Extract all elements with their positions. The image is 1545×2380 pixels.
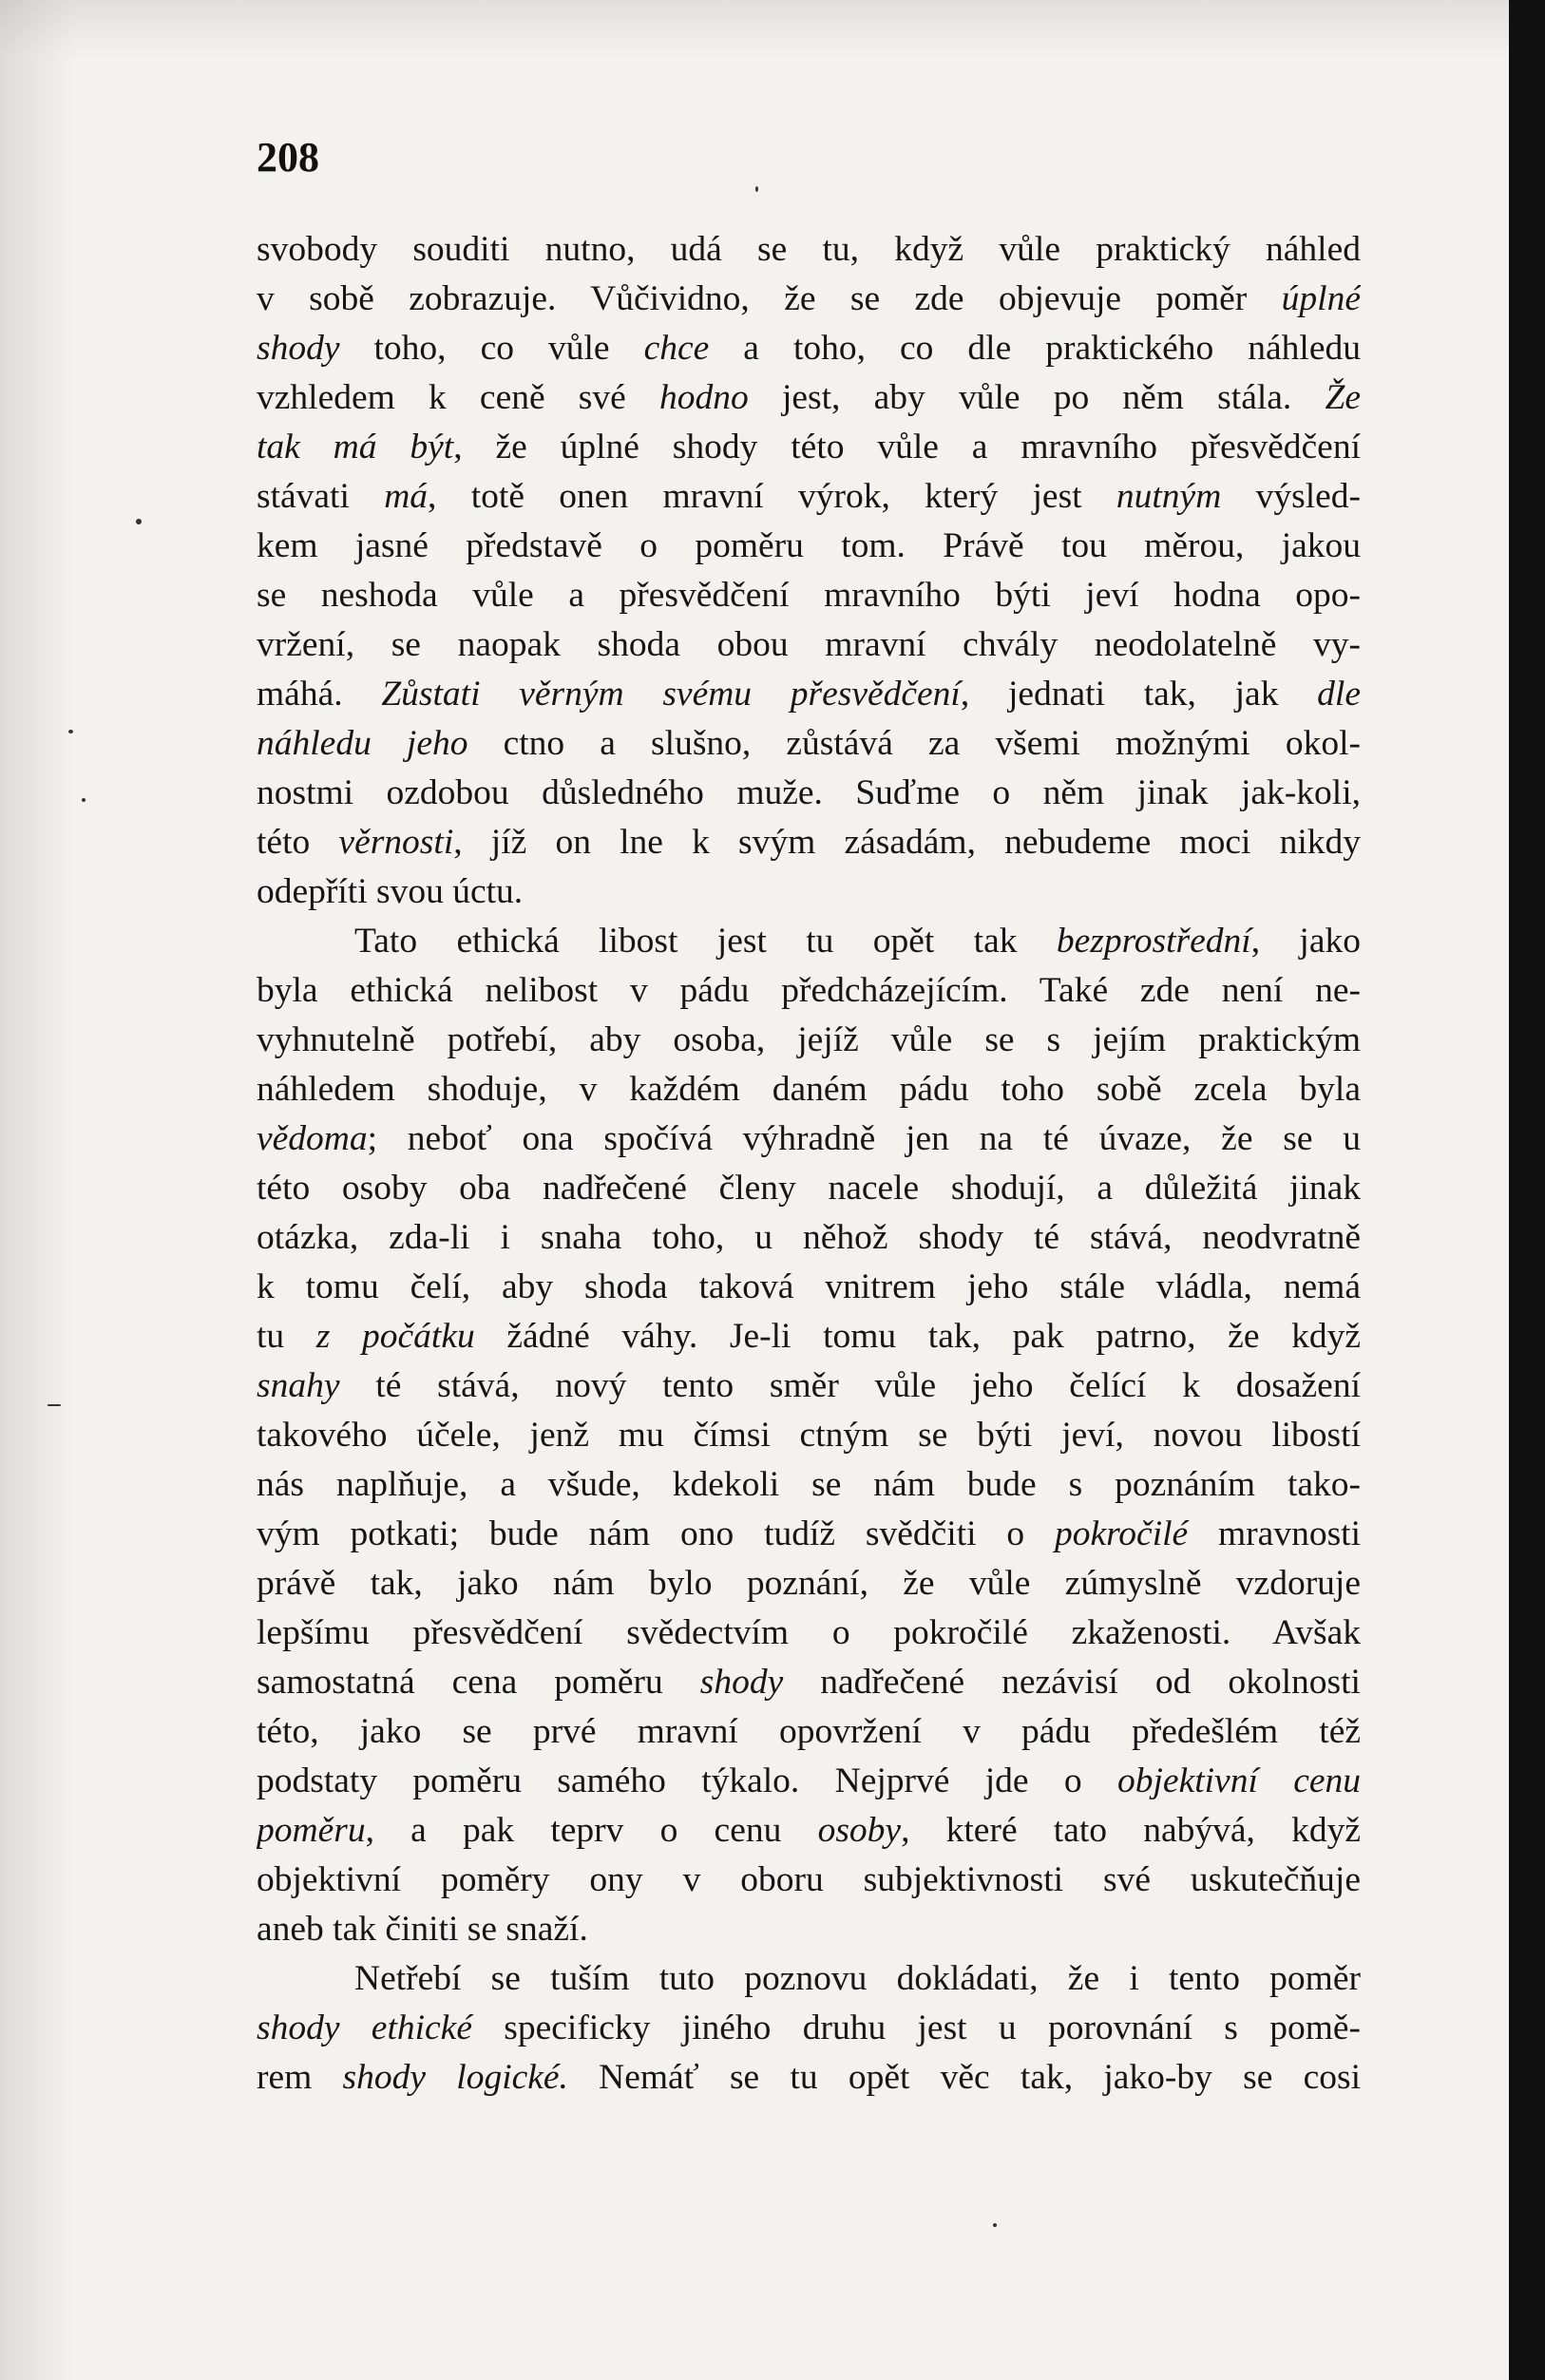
text-line xyxy=(257,225,1361,275)
scan-speck xyxy=(993,2223,997,2227)
italic-text: poměru xyxy=(257,1811,366,1850)
text-segment: vyhnutelně potřebí, aby osoba, jejíž vůle se s jejím praktickým xyxy=(257,1020,1361,1059)
text-segment: mravnosti xyxy=(1188,1514,1361,1553)
text-line xyxy=(257,769,1361,818)
text-segment: , a pak teprv o cenu xyxy=(365,1811,818,1850)
text-segment: toho, co vůle xyxy=(339,329,644,368)
italic-text: má xyxy=(384,477,429,516)
italic-text: objektivní cenu xyxy=(1117,1761,1361,1800)
text-line xyxy=(257,472,1361,522)
text-segment: k tomu čelí, aby shoda taková vnitrem jeho stále vládla, nemá xyxy=(257,1267,1361,1306)
text-line xyxy=(257,1658,1361,1707)
text-segment: vzhledem k ceně své xyxy=(257,378,659,417)
text-segment: Nemáť se tu opět věc tak, jako-by se cosi xyxy=(567,2058,1361,2097)
scan-shadow xyxy=(0,0,76,2380)
text-line xyxy=(257,1411,1361,1460)
italic-text: shody ethické xyxy=(257,2009,472,2047)
text-line xyxy=(257,966,1361,1016)
text-line xyxy=(257,670,1361,719)
text-line xyxy=(257,867,1361,917)
text-segment: otázka, zda-li i snaha toho, u něhož shody té stává, neodvratně xyxy=(257,1218,1361,1257)
text-segment: tu xyxy=(257,1317,316,1356)
text-segment: aneb tak činiti se snaží. xyxy=(257,1910,588,1949)
text-segment: jest, aby vůle po něm stála. xyxy=(748,378,1326,417)
page-number: 208 xyxy=(257,134,319,181)
text-segment: byla ethická nelibost v pádu předcházejícím. Také zde není ne- xyxy=(257,971,1361,1010)
italic-text: Zůstati věrným svému přesvědčení xyxy=(381,675,961,714)
italic-text: shody xyxy=(699,1663,784,1702)
scan-speck xyxy=(136,519,142,524)
italic-text: dle xyxy=(1317,675,1361,714)
scan-speck xyxy=(82,798,86,802)
text-segment: , že úplné shody této vůle a mravního přesvědčení xyxy=(453,428,1361,466)
text-segment: , totě onen mravní výrok, který jest xyxy=(428,477,1116,516)
text-segment: rem xyxy=(257,2058,343,2097)
text-segment: samostatná cena poměru xyxy=(257,1663,700,1702)
text-segment: se neshoda vůle a přesvědčení mravního býti jeví hodna opo- xyxy=(257,576,1361,615)
text-line xyxy=(257,1016,1361,1065)
italic-text: úplné xyxy=(1281,279,1361,318)
italic-text: snahy xyxy=(257,1366,340,1405)
text-segment: vým potkati; bude nám ono tudíž svědčiti o xyxy=(257,1514,1055,1553)
text-line xyxy=(257,818,1361,867)
text-segment: , jako xyxy=(1250,922,1361,961)
text-line xyxy=(257,2004,1361,2053)
text-line xyxy=(257,1312,1361,1361)
text-line xyxy=(257,373,1361,423)
scan-speck xyxy=(48,1404,61,1406)
text-line xyxy=(257,719,1361,769)
text-line xyxy=(257,1806,1361,1856)
scan-speck xyxy=(755,186,758,192)
text-segment: nadřečené nezávisí od okolnosti xyxy=(783,1663,1361,1702)
text-line xyxy=(257,1510,1361,1559)
text-line xyxy=(257,1361,1361,1411)
text-line xyxy=(257,1757,1361,1806)
text-segment: a toho, co dle praktického náhledu xyxy=(709,329,1361,368)
text-segment: vržení, se naopak shoda obou mravní chvály neodolatelně vy- xyxy=(257,625,1361,664)
text-line xyxy=(257,917,1361,966)
text-segment: ctno a slušno, zůstává za všemi možnými okol- xyxy=(467,724,1361,763)
italic-text: hodno xyxy=(659,378,749,417)
text-line xyxy=(257,1856,1361,1905)
text-line xyxy=(257,423,1361,472)
text-line xyxy=(257,522,1361,571)
text-line xyxy=(257,1707,1361,1757)
text-line xyxy=(257,1460,1361,1510)
text-segment: , které tato nabývá, když xyxy=(901,1811,1361,1850)
text-segment: nostmi ozdobou důsledného muže. Suďme o něm jinak jak-koli, xyxy=(257,773,1361,812)
text-segment: té stává, nový tento směr vůle jeho čelící k dosažení xyxy=(339,1366,1361,1405)
text-segment: stávati xyxy=(257,477,385,516)
text-line xyxy=(257,2053,1361,2103)
text-segment: , jíž on lne k svým zásadám, nebudeme moci nikdy xyxy=(453,823,1361,862)
text-segment: specificky jiného druhu jest u porovnání s pomě- xyxy=(471,2009,1361,2047)
text-line xyxy=(257,1065,1361,1114)
text-line xyxy=(257,571,1361,620)
text-segment: této, jako se prvé mravní opovržení v pádu předešlém též xyxy=(257,1712,1361,1751)
body-text xyxy=(257,225,1361,2103)
scan-shadow xyxy=(0,0,1509,57)
italic-text: tak má být xyxy=(257,428,454,466)
italic-text: z počátku xyxy=(315,1317,475,1356)
text-line xyxy=(257,1213,1361,1263)
text-segment: Tato ethická libost jest tu opět tak xyxy=(354,922,1057,961)
text-line xyxy=(257,620,1361,670)
text-segment: žádné váhy. Je-li tomu tak, pak patrno, že když xyxy=(474,1317,1361,1356)
text-line xyxy=(257,275,1361,324)
text-segment: , jednati tak, jak xyxy=(960,675,1318,714)
text-line xyxy=(257,1559,1361,1609)
text-line xyxy=(257,1114,1361,1164)
text-segment: právě tak, jako nám bylo poznání, že vůle zúmyslně vzdoruje xyxy=(257,1564,1361,1603)
text-segment: odepříti svou úctu. xyxy=(257,872,524,911)
text-segment: náhledem shoduje, v každém daném pádu toho sobě zcela byla xyxy=(257,1070,1361,1109)
text-segment: ; neboť ona spočívá výhradně jen na té úvaze, že se u xyxy=(367,1119,1361,1158)
italic-text: věrnosti xyxy=(338,823,454,862)
italic-text: shody logické. xyxy=(342,2058,568,2097)
text-segment: nás naplňuje, a všude, kdekoli se nám bude s poznáním tako- xyxy=(257,1465,1361,1504)
italic-text: Že xyxy=(1325,378,1361,417)
text-segment: takového účele, jenž mu čímsi ctným se býti jeví, novou libostí xyxy=(257,1416,1361,1455)
italic-text: bezprostřední xyxy=(1056,922,1251,961)
text-segment: kem jasné představě o poměru tom. Právě tou měrou, jakou xyxy=(257,526,1361,565)
text-segment: v sobě zobrazuje. Vůčividno, že se zde objevuje poměr xyxy=(257,279,1282,318)
italic-text: shody xyxy=(257,329,340,368)
italic-text: chce xyxy=(643,329,710,368)
text-line xyxy=(257,1263,1361,1312)
text-line xyxy=(257,1164,1361,1213)
text-line xyxy=(257,324,1361,373)
scan-speck xyxy=(68,730,73,733)
italic-text: vědoma xyxy=(257,1119,368,1158)
italic-text: náhledu jeho xyxy=(257,724,468,763)
text-segment: lepšímu přesvědčení svědectvím o pokročilé zkaženosti. Avšak xyxy=(257,1613,1361,1652)
text-segment: Netřebí se tuším tuto poznovu dokládati, že i tento poměr xyxy=(354,1959,1361,1998)
text-segment: podstaty poměru samého týkalo. Nejprvé jde o xyxy=(257,1761,1118,1800)
text-segment: máhá. xyxy=(257,675,382,714)
italic-text: pokročilé xyxy=(1054,1514,1189,1553)
text-line xyxy=(257,1905,1361,1954)
text-line xyxy=(257,1954,1361,2004)
text-line xyxy=(257,1609,1361,1658)
text-segment: této osoby oba nadřečené členy nacele shodují, a důležitá jinak xyxy=(257,1169,1361,1208)
text-segment: svobody souditi nutno, udá se tu, když vůle praktický náhled xyxy=(257,230,1361,269)
text-segment: výsled- xyxy=(1221,477,1361,516)
italic-text: nutným xyxy=(1116,477,1222,516)
italic-text: osoby xyxy=(817,1811,902,1850)
text-segment: objektivní poměry ony v oboru subjektivnosti své uskutečňuje xyxy=(257,1860,1361,1899)
text-segment: této xyxy=(257,823,339,862)
